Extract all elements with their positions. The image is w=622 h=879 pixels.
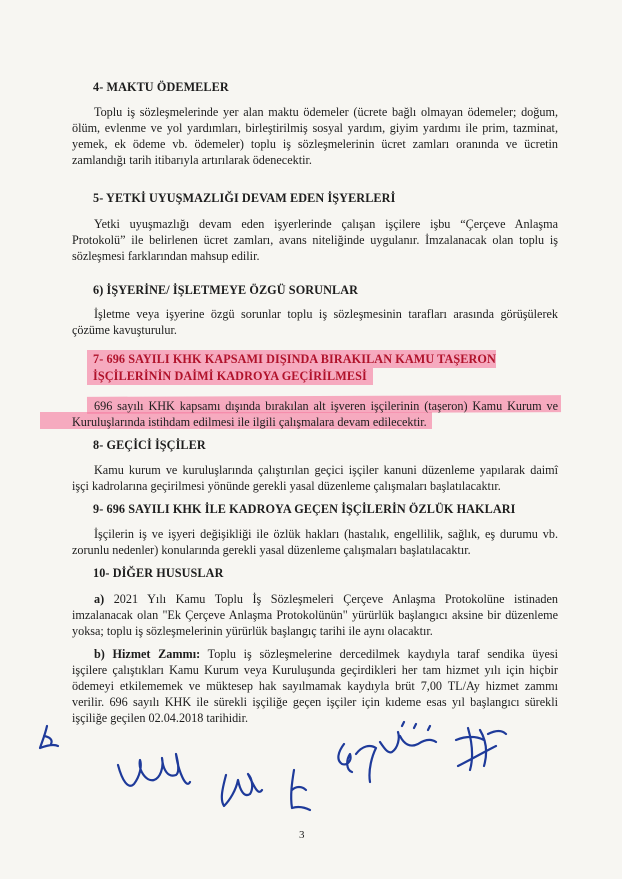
paragraph-line: Kamu kurum ve kuruluşlarında çalıştırılan geçici işçiler kanuni düzenleme yapılarak daimî [94,463,558,477]
item-a-label: a) [94,592,105,606]
paragraph-line: işçi kadrolarına geçirilmesi yönünde gerekli yasal düzenleme çalışmaları başlatılacaktır. [72,479,501,493]
paragraph-line: işçilere çalıştıkları Kamu Kurum veya Kuruluşunda geçirdikleri her tam hizmet yılı için hiçbir [72,663,558,677]
section-9-heading: 9- 696 SAYILI KHK İLE KADROYA GEÇEN İŞÇİLERİN ÖZLÜK HAKLARI [93,502,516,516]
paragraph-line: b) Hizmet Zammı: Toplu iş sözleşmelerine dercedilmek kaydıyla taraf sendika üyesi [94,647,559,661]
paragraph-line: Protokolü” ile belirlenen ücret zamları, avans niteliğinde uygulanır. İmzalanacak olan toplu iş [72,233,558,247]
paragraph-line: İşçilerin iş ve işyeri değişikliği ile özlük hakları (hastalık, engellilik, sağlık, eş durumu vb. [94,527,558,541]
paragraph-line: verilir. 696 sayılı KHK ile sürekli işçiliğe geçen işçiler için kıdeme esas yıl başlangıcı sürekli [72,695,558,709]
paragraph-line: çözüme kavuşturulur. [72,323,177,337]
section-7-heading-line-1: 7- 696 SAYILI KHK KAPSAMI DIŞINDA BIRAKILAN KAMU TAŞERON [93,352,496,366]
paragraph-line: ödemeyi etkilememek ve müktesep hak sayılmamak kaydıyla brüt 7,00 TL/Ay hizmet zammı [72,679,558,693]
paragraph-line: işçiliğe geçilen 02.04.2018 tarihidir. [72,711,249,725]
paragraph-line: Kuruluşlarında istihdam edilmesi ile ilgili çalışmalara devam edilecektir. [72,415,427,429]
page-number: 3 [299,829,305,841]
section-6-heading: 6) İŞYERİNE/ İŞLETMEYE ÖZGÜ SORUNLAR [93,283,359,297]
signature-2 [118,754,190,786]
paragraph-line: 696 sayılı KHK kapsamı dışında bırakılan alt işveren işçilerinin (taşeron) Kamu Kurum ve [94,399,558,413]
paragraph-line: İşletme veya işyerine özgü sorunlar toplu iş sözleşmesinin tarafları arasında görüşülerek [94,307,558,321]
signature-3 [222,774,262,806]
signature-6 [456,728,506,770]
section-10-heading: 10- DİĞER HUSUSLAR [93,566,224,580]
paragraph-line: imzalanacak olan "Ek Çerçeve Anlaşma Protokolünün" yürürlük başlangıcı aksine bir düzenleme [72,608,558,622]
paragraph-line: sözleşmesi farklarından mahsup edilir. [72,249,260,263]
section-8-heading: 8- GEÇİCİ İŞÇİLER [93,438,206,452]
signature-1 [40,726,58,748]
paragraph-line: zamlandığı tarih itibarıyla artırılarak ödenecektir. [72,153,312,167]
section-4-heading: 4- MAKTU ÖDEMELER [93,80,229,94]
paragraph-line: a) 2021 Yılı Kamu Toplu İş Sözleşmeleri Çerçeve Anlaşma Protokolüne istinaden [94,592,559,606]
signature-5 [338,722,436,782]
section-5-heading: 5- YETKİ UYUŞMAZLIĞI DEVAM EDEN İŞYERLERİ [93,191,396,205]
item-b-label: b) Hizmet Zammı: [94,647,201,661]
paragraph-line: Yetki uyuşmazlığı devam eden işyerlerinde çalışan işçilere işbu “Çerçeve Anlaşma [94,217,558,231]
paragraph-line: zorunlu nedenler) konularında gerekli yasal düzenleme çalışmaları başlatılacaktır. [72,543,471,557]
paragraph-line: ölüm, evlenme ve yol yardımları, birleştirilmiş sosyal yardım, giyim yardımı ile prim, tazminat, [72,121,558,135]
paragraph-line: yemek, ek ödeme vb. ödemeler) toplu iş sözleşmelerinin ücret zamları oranında ve ücretin [72,137,558,151]
signature-4 [291,770,310,810]
paragraph-line: Toplu iş sözleşmelerinde yer alan maktu ödemeler (ücrete bağlı olmayan ödemeler; doğum, [94,105,558,119]
section-7-heading-line-2: İŞÇİLERİNİN DAİMİ KADROYA GEÇİRİLMESİ [93,369,367,383]
paragraph-line: yoksa; toplu iş sözleşmelerinin yürürlük başlangıç tarihi ile aynı olacaktır. [72,624,433,638]
